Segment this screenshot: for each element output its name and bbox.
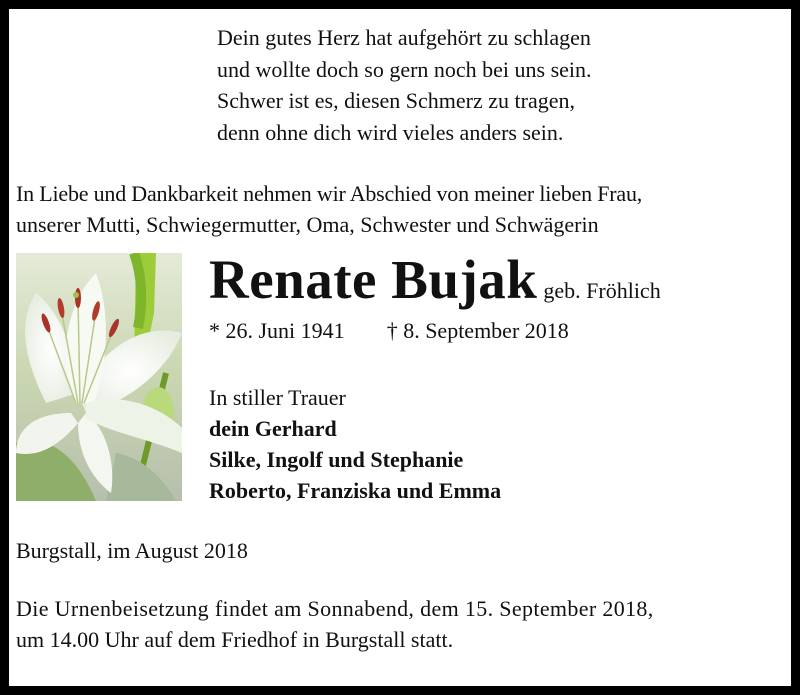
poem-line: denn ohne dich wird vieles anders sein. bbox=[217, 119, 564, 145]
deceased-name-line bbox=[209, 248, 661, 311]
death-date: † 8. September 2018 bbox=[386, 318, 569, 343]
lily-photo bbox=[16, 253, 182, 501]
place-date: Burgstall, im August 2018 bbox=[16, 538, 248, 563]
birth-date: * 26. Juni 1941 bbox=[209, 318, 345, 343]
poem-line: und wollte doch so gern noch bei uns sein. bbox=[217, 56, 592, 82]
mourner-line: Roberto, Franziska und Emma bbox=[209, 478, 502, 503]
intro-line: unserer Mutti, Schwiegermutter, Oma, Schwester und Schwägerin bbox=[16, 212, 599, 237]
memorial-poem bbox=[217, 22, 592, 148]
mourner-line: dein Gerhard bbox=[209, 416, 337, 441]
life-dates bbox=[209, 318, 569, 344]
deceased-name: Renate Bujak bbox=[209, 249, 538, 310]
maiden-name: geb. Fröhlich bbox=[543, 278, 661, 303]
farewell-intro bbox=[16, 178, 776, 240]
burial-line: um 14.00 Uhr auf dem Friedhof in Burgstall statt. bbox=[16, 627, 454, 652]
burial-notice bbox=[16, 593, 654, 655]
mourning-heading: In stiller Trauer bbox=[209, 385, 346, 410]
mourner-line: Silke, Ingolf und Stephanie bbox=[209, 447, 464, 472]
intro-line: In Liebe und Dankbarkeit nehmen wir Abschied von meiner lieben Frau, bbox=[16, 181, 643, 206]
poem-line: Dein gutes Herz hat aufgehört zu schlagen bbox=[217, 25, 591, 50]
poem-line: Schwer ist es, diesen Schmerz zu tragen, bbox=[217, 88, 575, 113]
mourners-block bbox=[209, 382, 501, 506]
burial-line: Die Urnenbeisetzung findet am Sonnabend, dem 15. September 2018, bbox=[16, 596, 654, 621]
